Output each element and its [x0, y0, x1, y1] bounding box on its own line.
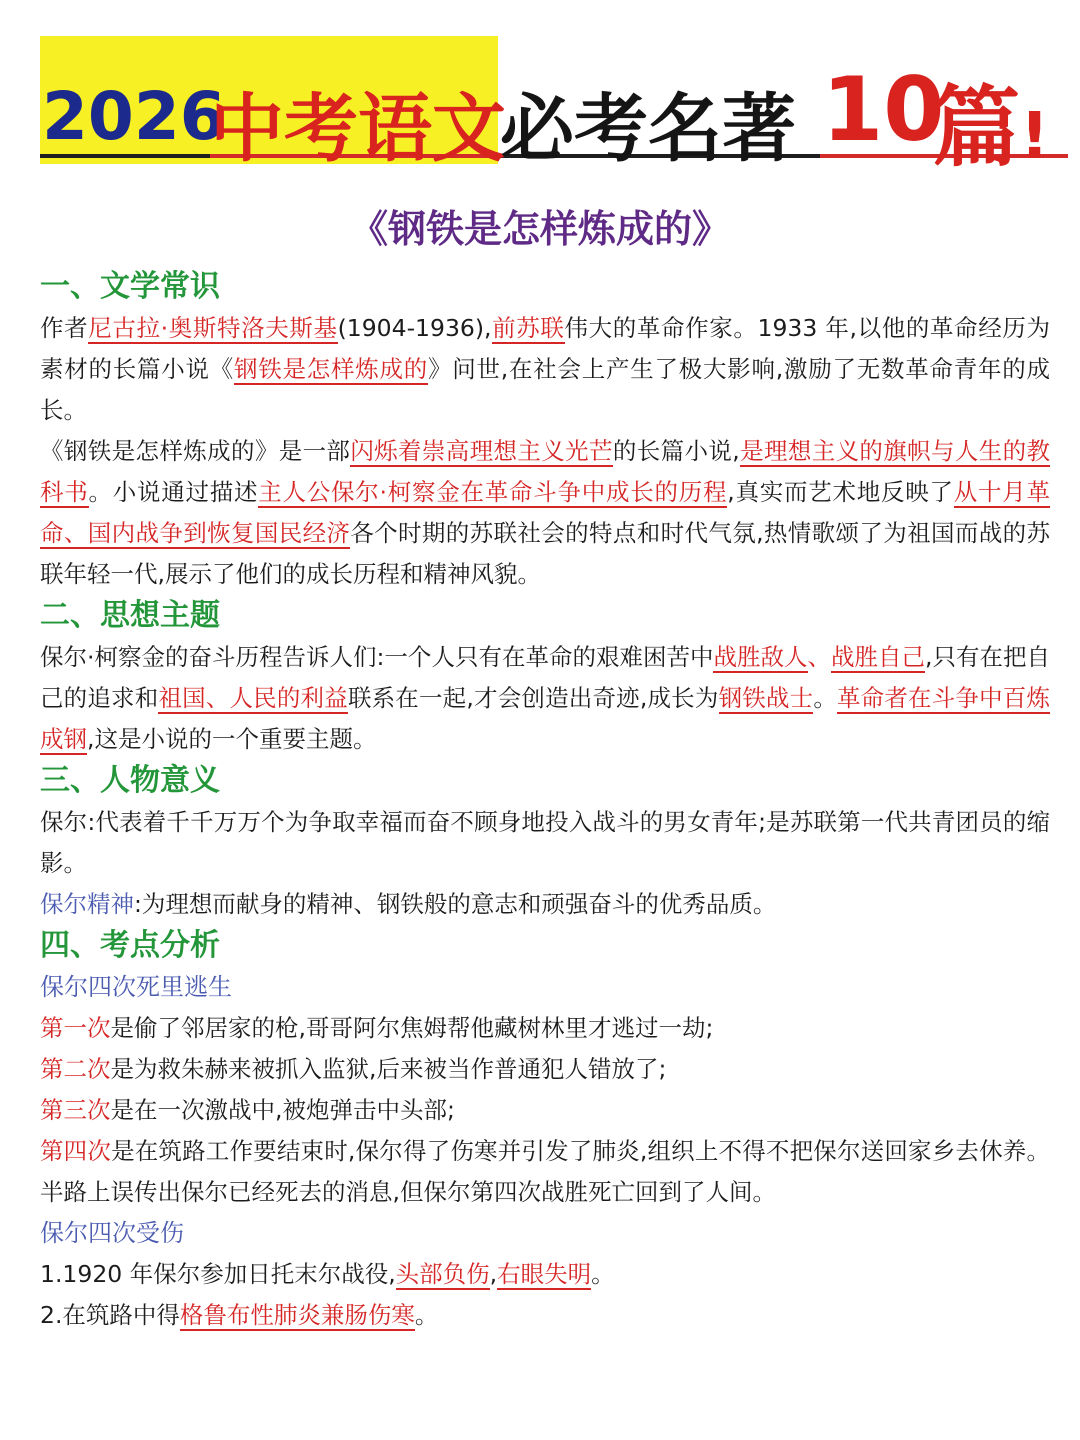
- subheading-injuries: 保尔四次受伤: [40, 1219, 184, 1247]
- section-title-theme: 二、思想主题: [40, 598, 220, 633]
- header-count: 10: [822, 58, 945, 161]
- section-title-literary: 一、文学常识: [40, 269, 220, 304]
- list-item: 第三次是在一次激战中,被炮弹击中头部;: [40, 1096, 455, 1124]
- content: [40, 266, 1050, 1336]
- paragraph-author: 作者尼古拉·奥斯特洛夫斯基(1904-1936),前苏联伟大的革命作家。1933 年,以他的革命经历为素材的长篇小说《钢铁是怎样炼成的》问世,在社会上产生了极大影响,激励了无数革命青年的成长。: [40, 314, 1050, 424]
- section-title-character: 三、人物意义: [40, 763, 220, 798]
- header-title-black: 必考名著: [500, 86, 796, 172]
- header-unit: 篇!: [932, 76, 1050, 179]
- injury-item: 1.1920 年保尔参加日托末尔战役,头部负伤,右眼失明。: [40, 1260, 615, 1288]
- list-item: 第四次是在筑路工作要结束时,保尔得了伤寒并引发了肺炎,组织上不得不把保尔送回家乡去休养。半路上误传出保尔已经死去的消息,但保尔第四次战胜死亡回到了人间。: [40, 1137, 1050, 1206]
- section-title-analysis: 四、考点分析: [40, 928, 220, 963]
- paragraph-spirit: 保尔精神:为理想而献身的精神、钢铁般的意志和顽强奋斗的优秀品质。: [40, 890, 777, 918]
- list-item: 第二次是为救朱赫来被抓入监狱,后来被当作普通犯人错放了;: [40, 1055, 667, 1083]
- header-year: 2026: [42, 78, 226, 155]
- list-item: 第一次是偷了邻居家的枪,哥哥阿尔焦姆帮他藏树林里才逃过一劫;: [40, 1014, 714, 1042]
- paragraph-summary: 《钢铁是怎样炼成的》是一部闪烁着崇高理想主义光芒的长篇小说,是理想主义的旗帜与人生的教科书。小说通过描述主人公保尔·柯察金在革命斗争中成长的历程,真实而艺术地反映了从十月革命、国内战争到恢复国民经济各个时期的苏联社会的特点和时代气氛,热情歌颂了为祖国而战的苏联年轻一代,展示了他们的成长历程和精神风貌。: [40, 437, 1051, 588]
- header-banner: [0, 0, 1080, 180]
- paragraph-character: 保尔:代表着千千万万个为争取幸福而奋不顾身地投入战斗的男女青年;是苏联第一代共青团员的缩影。: [40, 808, 1050, 877]
- subheading-escapes: 保尔四次死里逃生: [40, 973, 232, 1001]
- paragraph-theme: 保尔·柯察金的奋斗历程告诉人们:一个人只有在革命的艰难困苦中战胜敌人、战胜自己,只有在把自己的追求和祖国、人民的利益联系在一起,才会创造出奇迹,成长为钢铁战士。革命者在斗争中百炼成钢,这是小说的一个重要主题。: [40, 643, 1051, 753]
- injury-item: 2.在筑路中得格鲁布性肺炎兼肠伤寒。: [40, 1301, 439, 1329]
- book-title: 《钢铁是怎样炼成的》: [349, 206, 730, 251]
- header-title-red: 中考语文: [210, 86, 506, 172]
